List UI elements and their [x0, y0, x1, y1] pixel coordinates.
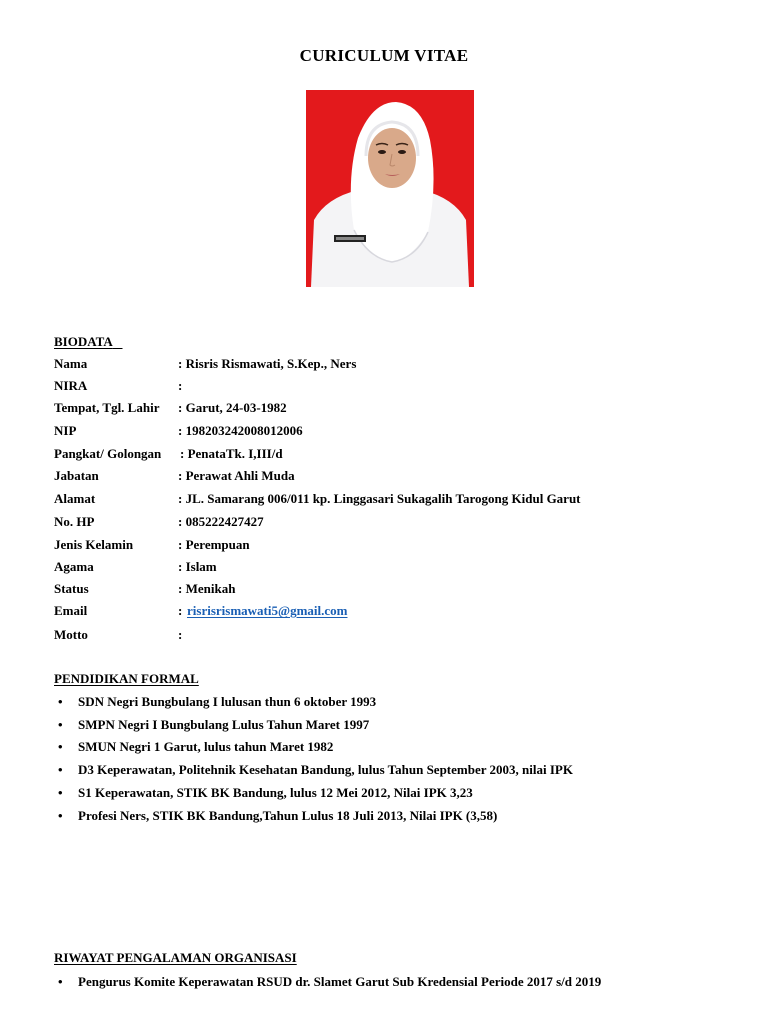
- bio-value: :: [178, 378, 183, 393]
- bio-label: NIRA: [54, 378, 88, 393]
- bullet-icon: •: [58, 739, 63, 754]
- bio-value: : JL. Samarang 006/011 kp. Linggasari Sukagalih Tarogong Kidul Garut: [178, 491, 581, 506]
- list-item: • S1 Keperawatan, STIK BK Bandung, lulus 12 Mei 2012, Nilai IPK 3,23: [58, 785, 473, 800]
- biodata-heading: BIODATA: [54, 334, 113, 349]
- bio-value: : 198203242008012006: [178, 423, 303, 438]
- document-title: CURICULUM VITAE: [299, 46, 469, 65]
- bullet-icon: •: [58, 717, 63, 732]
- bio-label: Jenis Kelamin: [54, 537, 134, 552]
- bio-value: : Menikah: [178, 581, 236, 596]
- email-link[interactable]: [187, 603, 365, 619]
- bio-label: Email: [54, 603, 88, 618]
- bio-value: : 085222427427: [178, 514, 264, 529]
- list-item: • SMPN Negri I Bungbulang Lulus Tahun Maret 1997: [58, 717, 370, 732]
- bio-label: Status: [54, 581, 89, 596]
- bio-value: :: [178, 627, 183, 642]
- bio-label: No. HP: [54, 514, 95, 529]
- pendidikan-heading: PENDIDIKAN FORMAL: [54, 671, 199, 686]
- portrait-photo-icon: [306, 90, 474, 287]
- list-item: • Profesi Ners, STIK BK Bandung,Tahun Lulus 18 Juli 2013, Nilai IPK (3,58): [58, 808, 498, 823]
- bullet-icon: •: [58, 694, 63, 709]
- bio-value: : Perempuan: [178, 537, 250, 552]
- bio-label: Tempat, Tgl. Lahir: [54, 400, 160, 415]
- list-item: • SMUN Negri 1 Garut, lulus tahun Maret 1982: [58, 739, 334, 754]
- bio-label: Pangkat/ Golongan: [54, 446, 162, 461]
- list-item: • D3 Keperawatan, Politehnik Kesehatan Bandung, lulus Tahun September 2003, nilai IPK: [58, 762, 573, 777]
- list-item: • SDN Negri Bungbulang I lulusan thun 6 oktober 1993: [58, 694, 377, 709]
- bio-label: Alamat: [54, 491, 96, 506]
- bullet-icon: •: [58, 974, 63, 989]
- organisasi-heading: RIWAYAT PENGALAMAN ORGANISASI: [54, 950, 297, 965]
- bullet-icon: •: [58, 785, 63, 800]
- list-item: • Pengurus Komite Keperawatan RSUD dr. Slamet Garut Sub Kredensial Periode 2017 s/d 2019: [58, 974, 602, 989]
- bio-label: Jabatan: [54, 468, 99, 483]
- bio-value: : Islam: [178, 559, 217, 574]
- bio-value: : Perawat Ahli Muda: [178, 468, 295, 483]
- bio-value: : Garut, 24-03-1982: [178, 400, 287, 415]
- bio-colon: :: [178, 603, 183, 618]
- bio-label: Nama: [54, 356, 88, 371]
- profile-photo: [306, 90, 474, 287]
- bio-value: : PenataTk. I,III/d: [180, 446, 283, 461]
- bullet-icon: •: [58, 808, 63, 823]
- bio-value: : Risris Rismawati, S.Kep., Ners: [178, 356, 357, 371]
- email-link-text[interactable]: risrisrismawati5@gmail.com: [187, 603, 348, 618]
- bio-label: NIP: [54, 423, 77, 438]
- bio-label: Agama: [54, 559, 94, 574]
- bio-label: Motto: [54, 627, 88, 642]
- bullet-icon: •: [58, 762, 63, 777]
